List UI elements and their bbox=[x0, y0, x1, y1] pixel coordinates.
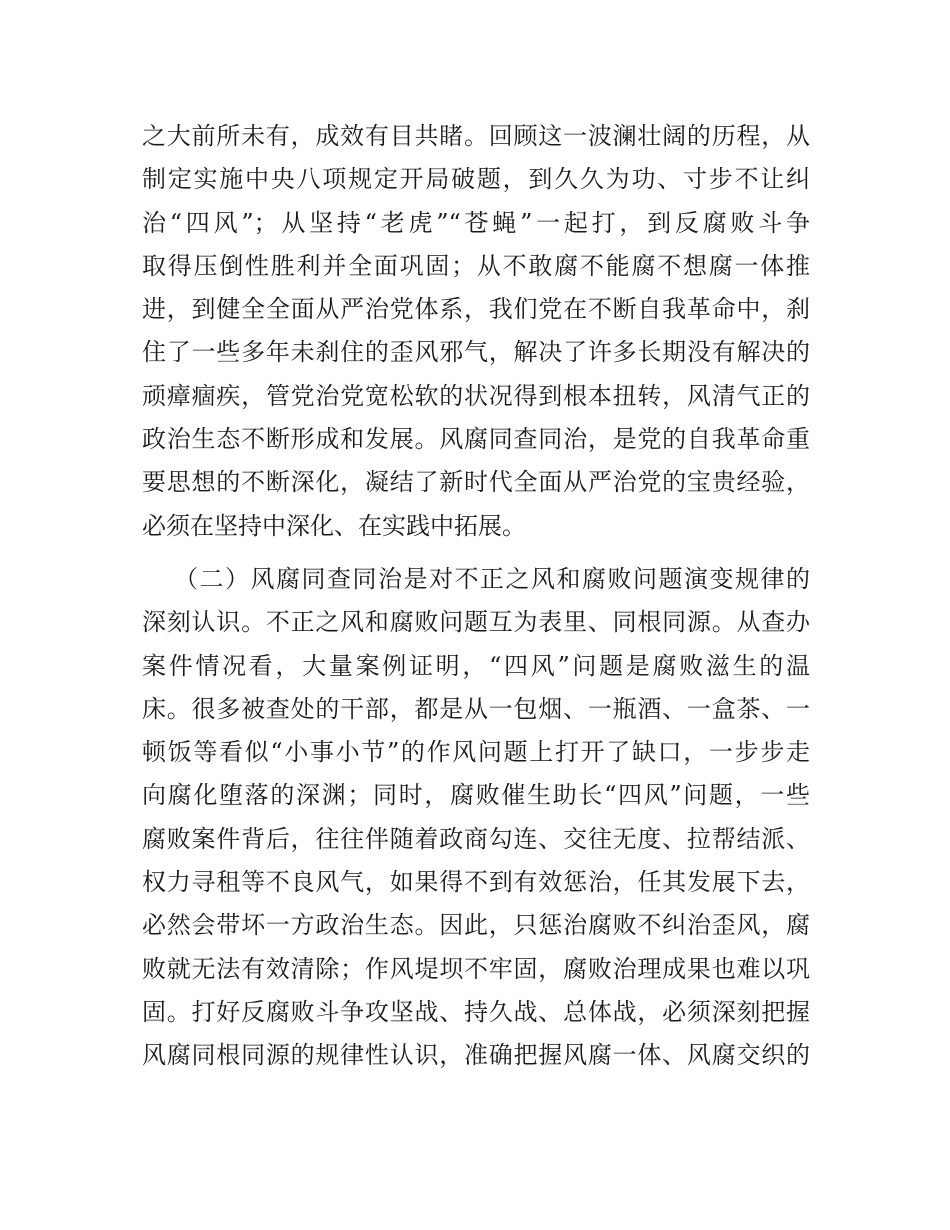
paragraph-gap bbox=[142, 548, 810, 558]
text-line: 案件情况看，大量案例证明，“四风”问题是腐败滋生的温 bbox=[142, 651, 810, 680]
text-line: 败就无法有效清除；作风堤坝不牢固，腐败治理成果也难以巩 bbox=[142, 954, 810, 983]
document-body bbox=[142, 115, 810, 1078]
paragraph-1 bbox=[142, 115, 810, 548]
paragraph-2 bbox=[142, 558, 810, 1078]
text-line: 权力寻租等不良风气，如果得不到有效惩治，任其发展下去， bbox=[142, 868, 810, 897]
text-line: （二）风腐同查同治是对不正之风和腐败问题演变规律的 bbox=[174, 564, 810, 593]
text-line: 固。打好反腐败斗争攻坚战、持久战、总体战，必须深刻把握 bbox=[142, 997, 810, 1026]
text-line: 必然会带坏一方政治生态。因此，只惩治腐败不纠治歪风，腐 bbox=[142, 911, 810, 940]
text-line: 之大前所未有，成效有目共睹。回顾这一波澜壮阔的历程，从 bbox=[142, 122, 810, 150]
text-line: 床。很多被查处的干部，都是从一包烟、一瓶酒、一盒茶、一 bbox=[142, 694, 810, 723]
text-line: 要思想的不断深化，凝结了新时代全面从严治党的宝贵经验， bbox=[142, 468, 810, 497]
text-line: 深刻认识。不正之风和腐败问题互为表里、同根同源。从查办 bbox=[142, 608, 810, 637]
text-line: 腐败案件背后，往往伴随着政商勾连、交往无度、拉帮结派、 bbox=[142, 824, 810, 853]
text-line: 顽瘴痼疾，管党治党宽松软的状况得到根本扭转，风清气正的 bbox=[142, 381, 810, 410]
text-line: 进，到健全全面从严治党体系，我们党在不断自我革命中，刹 bbox=[142, 295, 810, 324]
text-line: 顿饭等看似“小事小节”的作风问题上打开了缺口，一步步走 bbox=[142, 738, 810, 767]
text-line: 风腐同根同源的规律性认识，准确把握风腐一体、风腐交织的 bbox=[142, 1041, 810, 1070]
text-line: 必须在坚持中深化、在实践中拓展。 bbox=[142, 511, 526, 540]
text-line: 政治生态不断形成和发展。风腐同查同治，是党的自我革命重 bbox=[142, 425, 810, 454]
text-line: 制定实施中央八项规定开局破题，到久久为功、寸步不让纠 bbox=[142, 165, 810, 194]
text-line: 住了一些多年未刹住的歪风邪气，解决了许多长期没有解决的 bbox=[142, 338, 810, 367]
text-line: 取得压倒性胜利并全面巩固；从不敢腐不能腐不想腐一体推 bbox=[142, 251, 810, 280]
text-line: 治“四风”；从坚持“老虎”“苍蝇”一起打，到反腐败斗争 bbox=[142, 208, 810, 237]
text-line: 向腐化堕落的深渊；同时，腐败催生助长“四风”问题，一些 bbox=[142, 781, 810, 810]
